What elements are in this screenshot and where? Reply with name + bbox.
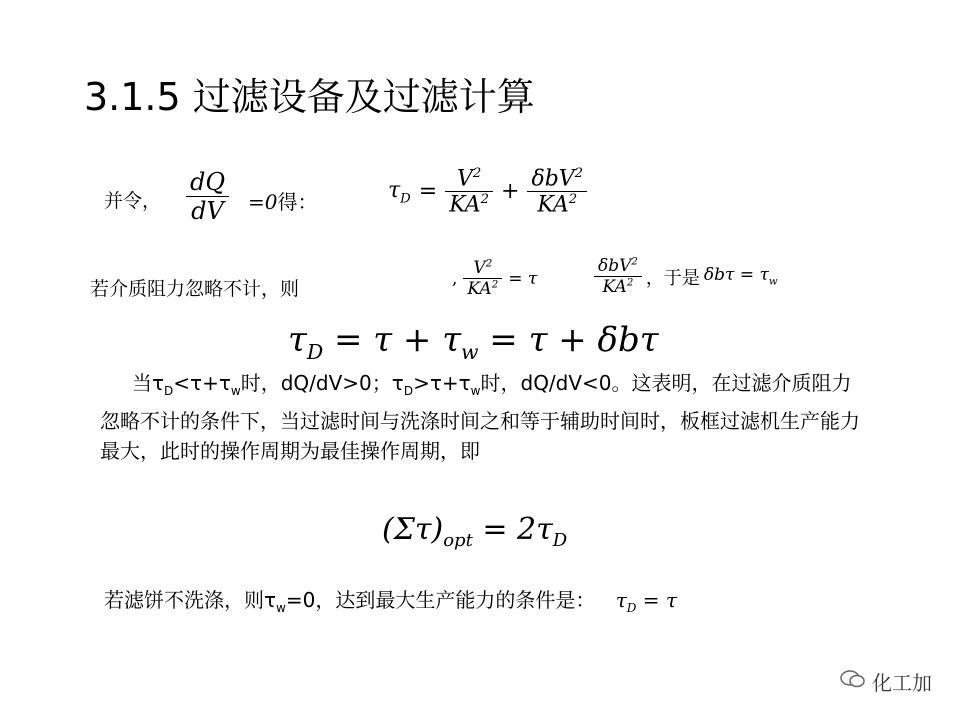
formula-tau-d: $\tau_D$ = $\frac{V^2}{KA^2}$ + $\frac{\delta bV^2}{KA^2}$ xyxy=(388,166,587,218)
line2-lead: 若介质阻力忽略不计，则 xyxy=(90,278,300,300)
frac-den: dV xyxy=(191,197,224,225)
formula-optimum: $(\Sigma\tau)_{opt} = 2\tau_D$ xyxy=(382,512,568,551)
line1-lead: 并令， xyxy=(104,190,162,212)
formula-tau-sum: $\tau_D = \tau + \tau_w = \tau + \delta b\tau$ xyxy=(288,320,659,364)
explanation-paragraph: 当$\tau_D<\tau+\tau_w$时，dQ/dV>0；$\tau_D>\tau+\tau_w$时，dQ/dV<0。这表明，在过滤介质阻力忽略不计的条件下，当过滤时间与洗涤时间之和等于辅助时间时，板框过滤机生产能力最大，此时的操作周期为最佳操作周期，即 xyxy=(100,371,860,463)
page-title: 3.1.5 过滤设备及过滤计算 xyxy=(84,75,535,119)
formula-neglect: , $\frac{V^2}{KA^2}$ = τ xyxy=(452,258,538,299)
wechat-icon xyxy=(840,669,866,694)
formula-thus: $\frac{\delta bV^2}{KA^2}$ ，于是 $\delta b\tau = \tau_w$ xyxy=(594,256,778,297)
watermark xyxy=(840,667,932,696)
dq-dv-fraction xyxy=(186,168,229,225)
line1-eq: =0得： xyxy=(248,190,318,214)
watermark-text: 化工加 xyxy=(872,671,932,695)
frac-num: dQ xyxy=(190,168,226,196)
last-line: 若滤饼不洗涤，则$\tau_w=0$，达到最大生产能力的条件是： $\tau_D = \tau$ xyxy=(104,588,677,615)
